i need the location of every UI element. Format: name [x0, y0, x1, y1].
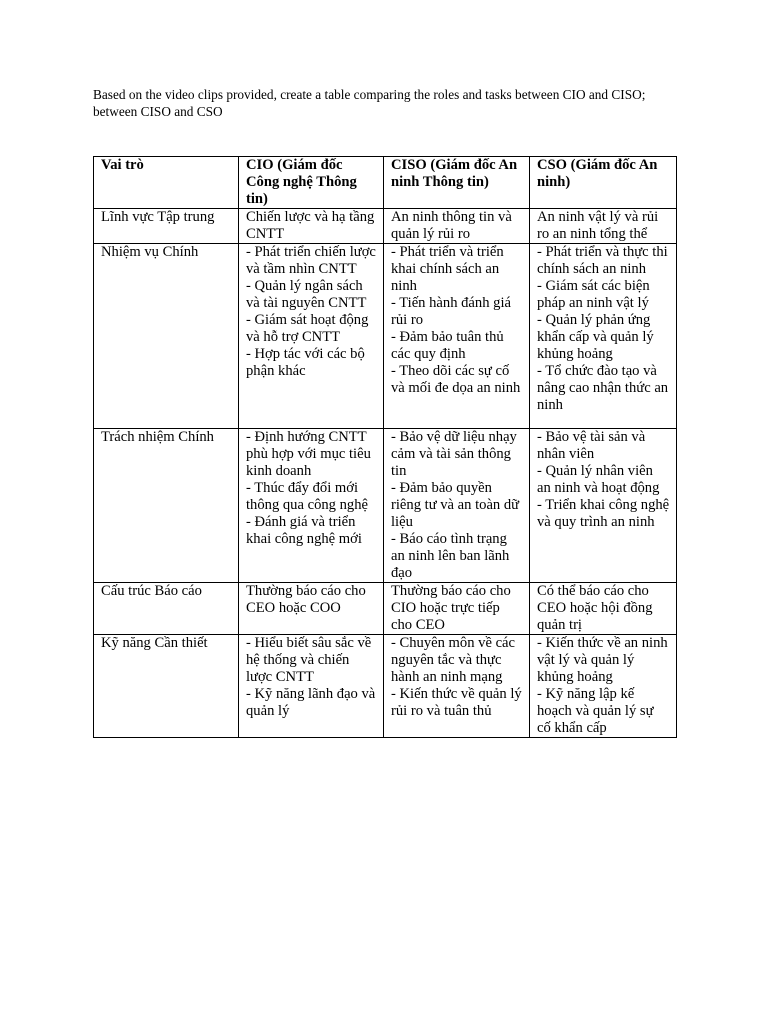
row-label: Nhiệm vụ Chính: [94, 244, 239, 429]
cso-cell: - Phát triển và thực thi chính sách an ninh - Giám sát các biện pháp an ninh vật lý - Quản lý phản ứng khẩn cấp và quản lý khủng hoảng - Tổ chức đào tạo và nâng cao nhận thức an ninh: [530, 244, 677, 429]
row-label: Cấu trúc Báo cáo: [94, 583, 239, 635]
ciso-cell: An ninh thông tin và quản lý rủi ro: [384, 209, 530, 244]
header-cio: CIO (Giám đốc Công nghệ Thông tin): [239, 157, 384, 209]
ciso-cell: Thường báo cáo cho CIO hoặc trực tiếp cho CEO: [384, 583, 530, 635]
table-header-row: [94, 157, 677, 209]
table-row: [94, 429, 677, 583]
assignment-prompt: Based on the video clips provided, create a table comparing the roles and tasks between CIO and CISO; between CISO and CSO: [93, 87, 646, 119]
ciso-cell: - Bảo vệ dữ liệu nhạy cảm và tài sản thông tin - Đảm bảo quyền riêng tư và an toàn dữ liệu - Báo cáo tình trạng an ninh lên ban lãnh đạo: [384, 429, 530, 583]
row-label: Lĩnh vực Tập trung: [94, 209, 239, 244]
row-label: Kỹ năng Cần thiết: [94, 635, 239, 738]
role-comparison-table: [93, 156, 677, 738]
header-role: Vai trò: [94, 157, 239, 209]
table-row: [94, 635, 677, 738]
ciso-cell: - Phát triển và triển khai chính sách an ninh - Tiến hành đánh giá rủi ro - Đảm bảo tuân thủ các quy định - Theo dõi các sự cố và mối đe dọa an ninh: [384, 244, 530, 429]
cio-cell: Chiến lược và hạ tầng CNTT: [239, 209, 384, 244]
ciso-cell: - Chuyên môn về các nguyên tắc và thực hành an ninh mạng - Kiến thức về quản lý rủi ro và tuân thủ: [384, 635, 530, 738]
cso-cell: - Bảo vệ tài sản và nhân viên - Quản lý nhân viên an ninh và hoạt động - Triển khai công nghệ và quy trình an ninh: [530, 429, 677, 583]
cio-cell: - Hiểu biết sâu sắc về hệ thống và chiến lược CNTT - Kỹ năng lãnh đạo và quản lý: [239, 635, 384, 738]
table-row: [94, 583, 677, 635]
table-row: [94, 209, 677, 244]
cio-cell: Thường báo cáo cho CEO hoặc COO: [239, 583, 384, 635]
header-ciso: CISO (Giám đốc An ninh Thông tin): [384, 157, 530, 209]
cso-cell: - Kiến thức về an ninh vật lý và quản lý khủng hoảng - Kỹ năng lập kế hoạch và quản lý sự cố khẩn cấp: [530, 635, 677, 738]
cio-cell: - Phát triển chiến lược và tầm nhìn CNTT - Quản lý ngân sách và tài nguyên CNTT - Giám sát hoạt động và hỗ trợ CNTT - Hợp tác với các bộ phận khác: [239, 244, 384, 429]
row-label: Trách nhiệm Chính: [94, 429, 239, 583]
cso-cell: Có thể báo cáo cho CEO hoặc hội đồng quản trị: [530, 583, 677, 635]
cso-cell: An ninh vật lý và rủi ro an ninh tổng thể: [530, 209, 677, 244]
header-cso: CSO (Giám đốc An ninh): [530, 157, 677, 209]
table-row: [94, 244, 677, 429]
cio-cell: - Định hướng CNTT phù hợp với mục tiêu kinh doanh - Thúc đẩy đổi mới thông qua công nghệ - Đánh giá và triển khai công nghệ mới: [239, 429, 384, 583]
